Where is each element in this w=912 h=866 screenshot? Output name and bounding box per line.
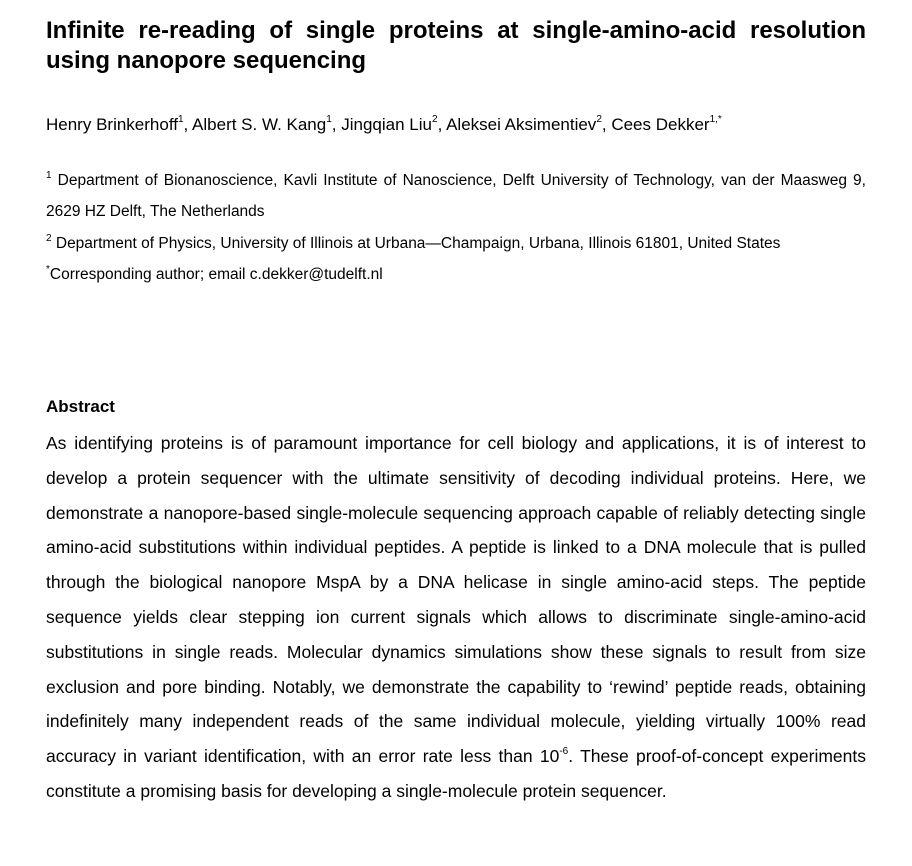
author-separator: , (331, 115, 342, 134)
corresponding-text: Corresponding author; email c.dekker@tudelft.nl (49, 266, 383, 283)
author-affiliation-marker: 2 (432, 114, 438, 126)
author-name: Cees Dekker (611, 115, 710, 134)
author-name: Jingqian Liu (341, 115, 432, 134)
abstract-text: As identifying proteins is of paramount importance for cell biology and applications, it is of interest to develop a protein sequencer with the ultimate sensitivity of decoding individual proteins. Here, we demonstrate a nanopore-based single-molecule sequencing approach capable of reliably detecting single amino-acid substitutions within individual peptides. A peptide is linked to a DNA molecule that is pulled through the biological nanopore MspA by a DNA helicase in single amino-acid steps. The peptide sequence yields clear stepping ion current signals which allows to discriminate single-amino-acid substitutions in single reads. Molecular dynamics simulations show these signals to result from size exclusion and pore binding. Notably, we demonstrate the capability to ‘rewind’ peptide reads, obtaining indefinitely many independent reads of the same individual molecule, yielding virtually 100% read accuracy in variant identification, with an error rate less than 10 (46, 433, 866, 767)
abstract-text-end: . These proof-of-concept experiments constitute a promising basis for developing a single-molecule protein sequencer. (46, 746, 866, 801)
author-separator: , (437, 115, 447, 134)
abstract-heading: Abstract (46, 397, 115, 416)
affiliation-1 (46, 165, 866, 227)
affiliation-text: Department of Bionanoscience, Kavli Institute of Nanoscience, Delft University of Technology, van der Maasweg 9, 2629 HZ Delft, The Netherlands (46, 172, 866, 220)
abstract-body (46, 426, 866, 809)
affiliation-marker: 1 (46, 169, 52, 181)
corresponding-marker: * (46, 263, 50, 275)
abstract-exponent: -6 (559, 746, 569, 758)
affiliation-text: Department of Physics, University of Illinois at Urbana—Champaign, Urbana, Illinois 61801, United States (51, 235, 781, 252)
affiliation-marker: 2 (46, 232, 52, 244)
author-list (46, 113, 866, 137)
paper-title: Infinite re-reading of single proteins at single-amino-acid resolution using nanopore sequencing (46, 17, 866, 74)
author-affiliation-marker: 1 (326, 114, 332, 126)
author-affiliation-marker: 1,* (709, 114, 722, 126)
author-affiliation-marker: 2 (596, 114, 602, 126)
author-name: Aleksei Aksimentiev (446, 115, 597, 134)
author-name: Albert S. W. Kang (192, 115, 327, 134)
corresponding-author (46, 259, 866, 290)
author-affiliation-marker: 1 (177, 114, 184, 126)
author-separator: , (183, 115, 193, 134)
author-name: Henry Brinkerhoff (46, 115, 178, 134)
author-separator: , (601, 115, 612, 134)
affiliation-2 (46, 228, 866, 259)
